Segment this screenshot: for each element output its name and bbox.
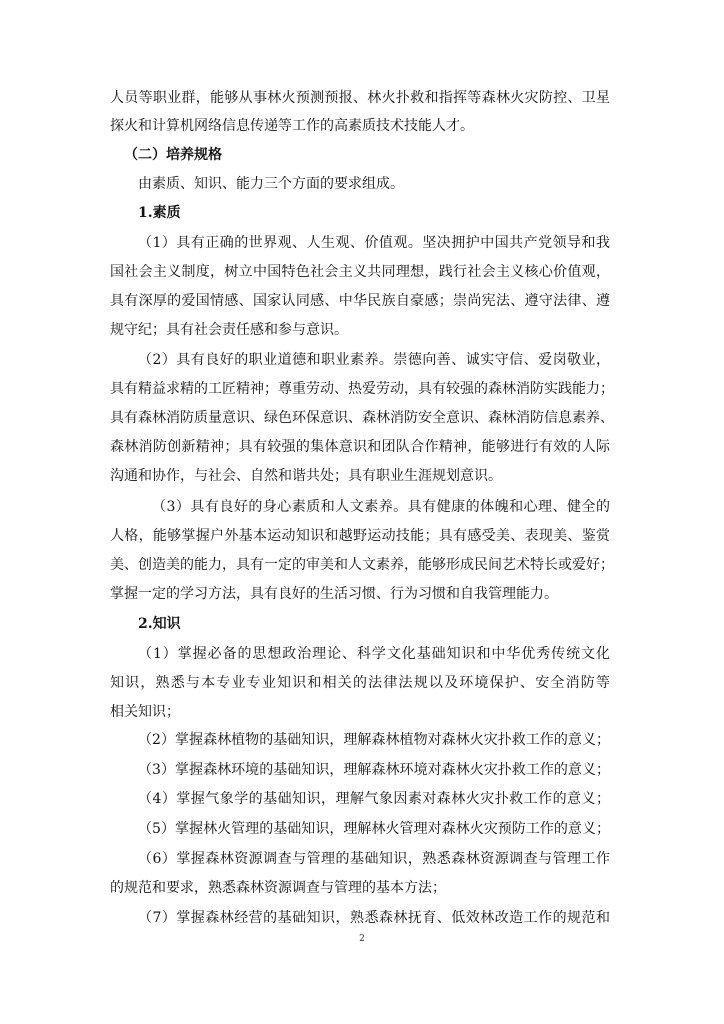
paragraph-line: 人员等职业群，能够从事林火预测预报、林火扑救和指挥等森林火灾防控、卫星: [110, 90, 610, 106]
paragraph-line: 森林消防创新精神；具有较强的集体意识和团队合作精神，能够进行有效的人际: [110, 439, 610, 455]
paragraph-line: 规守纪；具有社会责任感和参与意识。: [110, 322, 348, 338]
paragraph-line: 美、创造美的能力，具有一定的审美和人文素养，能够形成民间艺术特长或爱好；: [110, 557, 614, 573]
paragraph-line: （5）掌握林火管理的基础知识，理解林火管理对森林火灾预防工作的意义；: [138, 821, 610, 837]
paragraph-line: （7）掌握森林经营的基础知识，熟悉森林抚育、低效林改造工作的规范和: [138, 910, 610, 926]
paragraph-line: 具有深厚的爱国情感、国家认同感、中华民族自豪感；崇尚宪法、遵守法律、遵: [110, 293, 610, 309]
paragraph-line: 探火和计算机网络信息传递等工作的高素质技术技能人才。: [110, 118, 474, 134]
paragraph-line: （3）掌握森林环境的基础知识，理解森林环境对森林火灾扑救工作的意义；: [138, 762, 610, 778]
paragraph-line: 由素质、知识、能力三个方面的要求组成。: [138, 176, 404, 192]
paragraph-line: 沟通和协作，与社会、自然和谐共处；具有职业生涯规划意识。: [110, 468, 502, 484]
paragraph-line: （2）掌握森林植物的基础知识，理解森林植物对森林火灾扑救工作的意义；: [138, 732, 610, 748]
section-heading: （二）培养规格: [124, 147, 222, 163]
paragraph-line: 的规范和要求，熟悉森林资源调查与管理的基本方法；: [110, 880, 446, 896]
paragraph-line: 相关知识；: [110, 704, 180, 720]
paragraph-line: 具有精益求精的工匠精神；尊重劳动、热爱劳动，具有较强的森林消防实践能力；: [110, 381, 614, 397]
paragraph-line: 人格，能够掌握户外基本运动知识和越野运动技能；具有感受美、表现美、鉴赏: [110, 528, 610, 544]
section-heading: 1.素质: [138, 205, 181, 221]
paragraph-line: （2）具有良好的职业道德和职业素养。崇德向善、诚实守信、爱岗敬业，: [138, 352, 610, 368]
paragraph-line: 掌握一定的学习方法，具有良好的生活习惯、行为习惯和自我管理能力。: [110, 586, 558, 602]
paragraph-line: （1）掌握必备的思想政治理论、科学文化基础知识和中华优秀传统文化: [138, 646, 610, 662]
paragraph-line: 具有森林消防质量意识、绿色环保意识、森林消防安全意识、森林消防信息素养、: [110, 410, 614, 426]
paragraph-line: （3）具有良好的身心素质和人文素养。具有健康的体魄和心理、健全的: [152, 499, 610, 515]
paragraph-line: 国社会主义制度，树立中国特色社会主义共同理想，践行社会主义核心价值观，: [110, 264, 610, 280]
paragraph-line: （6）掌握森林资源调查与管理的基础知识，熟悉森林资源调查与管理工作: [138, 851, 610, 867]
paragraph-line: 知识，熟悉与本专业专业知识和相关的法律法规以及环境保护、安全消防等: [110, 675, 610, 691]
page-number: 2: [359, 934, 365, 944]
paragraph-line: （4）掌握气象学的基础知识，理解气象因素对森林火灾扑救工作的意义；: [138, 791, 610, 807]
section-heading: 2.知识: [138, 616, 181, 632]
paragraph-line: （1）具有正确的世界观、人生观、价值观。坚决拥护中国共产党领导和我: [138, 235, 610, 251]
